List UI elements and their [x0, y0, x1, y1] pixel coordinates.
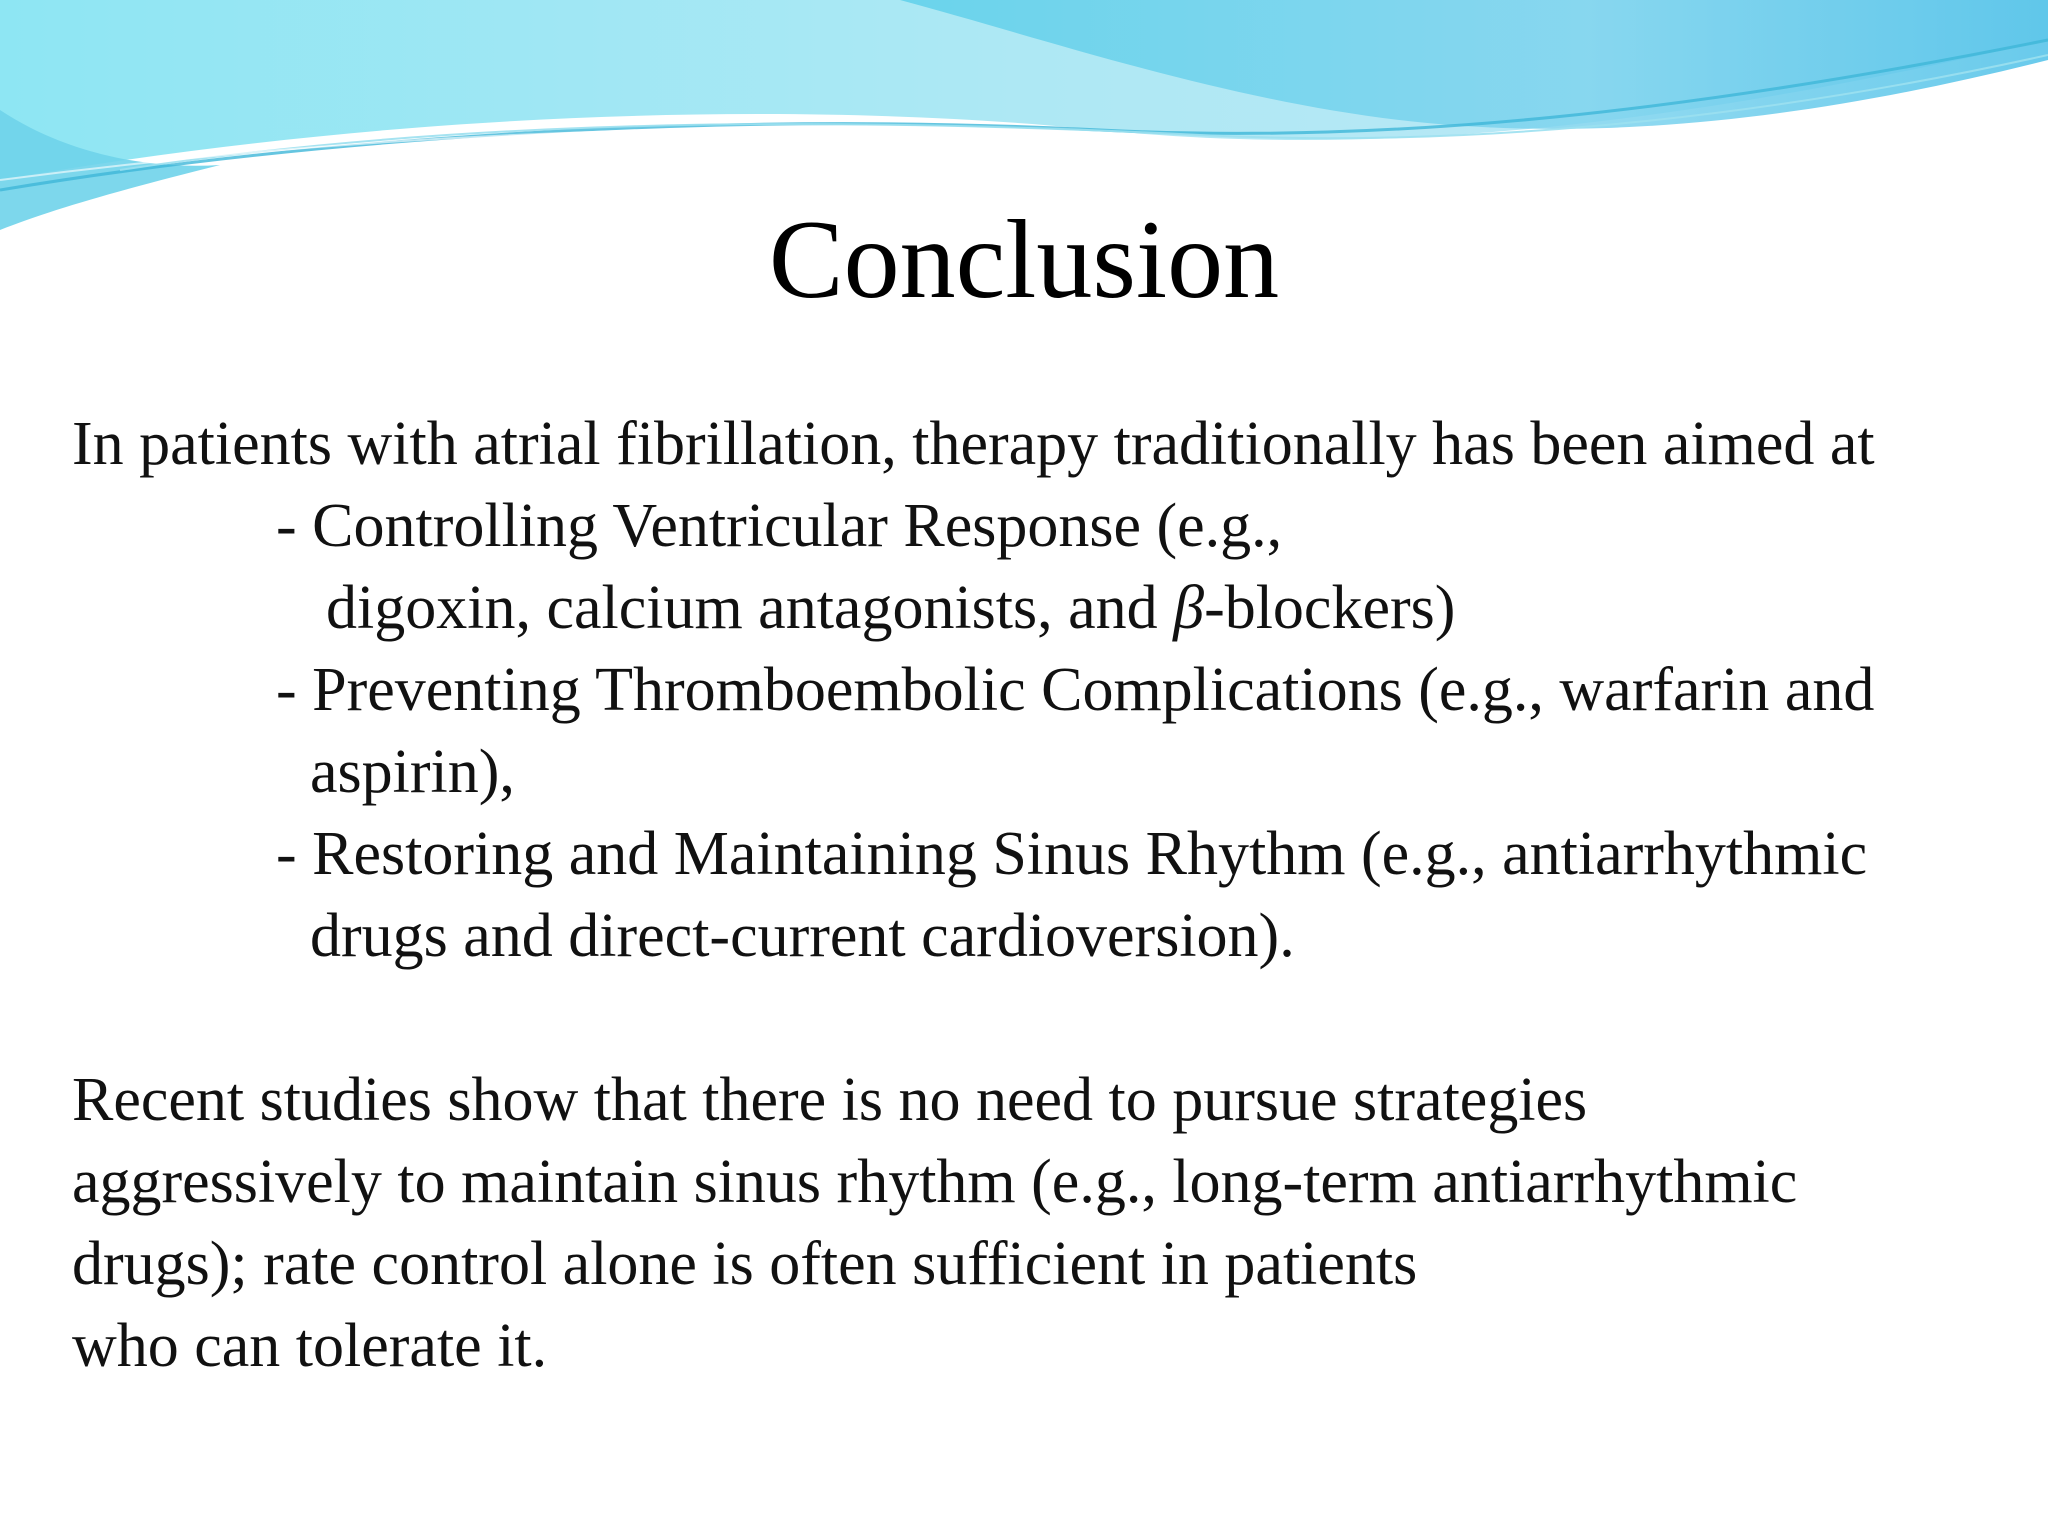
slide-title: Conclusion: [768, 198, 1280, 322]
bullet-1-line-2-text: digoxin, calcium antagonists, and: [326, 574, 1174, 642]
conclusion-line-3: drugs); rate control alone is often sufficient in patients: [72, 1230, 1418, 1298]
conclusion-line-4: who can tolerate it.: [72, 1312, 548, 1380]
intro-text: In patients with atrial fibrillation, therapy traditionally has been aimed at: [72, 410, 1875, 478]
bullet-2-line-1: - Preventing Thromboembolic Complications (e.g., warfarin and: [276, 656, 1875, 724]
bullet-1-line-2-suffix: -blockers): [1204, 574, 1456, 642]
conclusion-line-2: aggressively to maintain sinus rhythm (e.g., long-term antiarrhythmic: [72, 1148, 1798, 1216]
bullet-1-line-1: - Controlling Ventricular Response (e.g.,: [276, 492, 1283, 560]
conclusion-line-1: Recent studies show that there is no need to pursue strategies: [72, 1066, 1588, 1134]
bullet-2-line-2: aspirin),: [310, 738, 515, 806]
bullet-1-line-2: [326, 567, 1455, 649]
bullet-3-line-1: - Restoring and Maintaining Sinus Rhythm (e.g., antiarrhythmic: [276, 820, 1868, 888]
beta-symbol: β: [1173, 574, 1205, 642]
bullet-3-line-2: drugs and direct-current cardioversion).: [310, 902, 1295, 970]
